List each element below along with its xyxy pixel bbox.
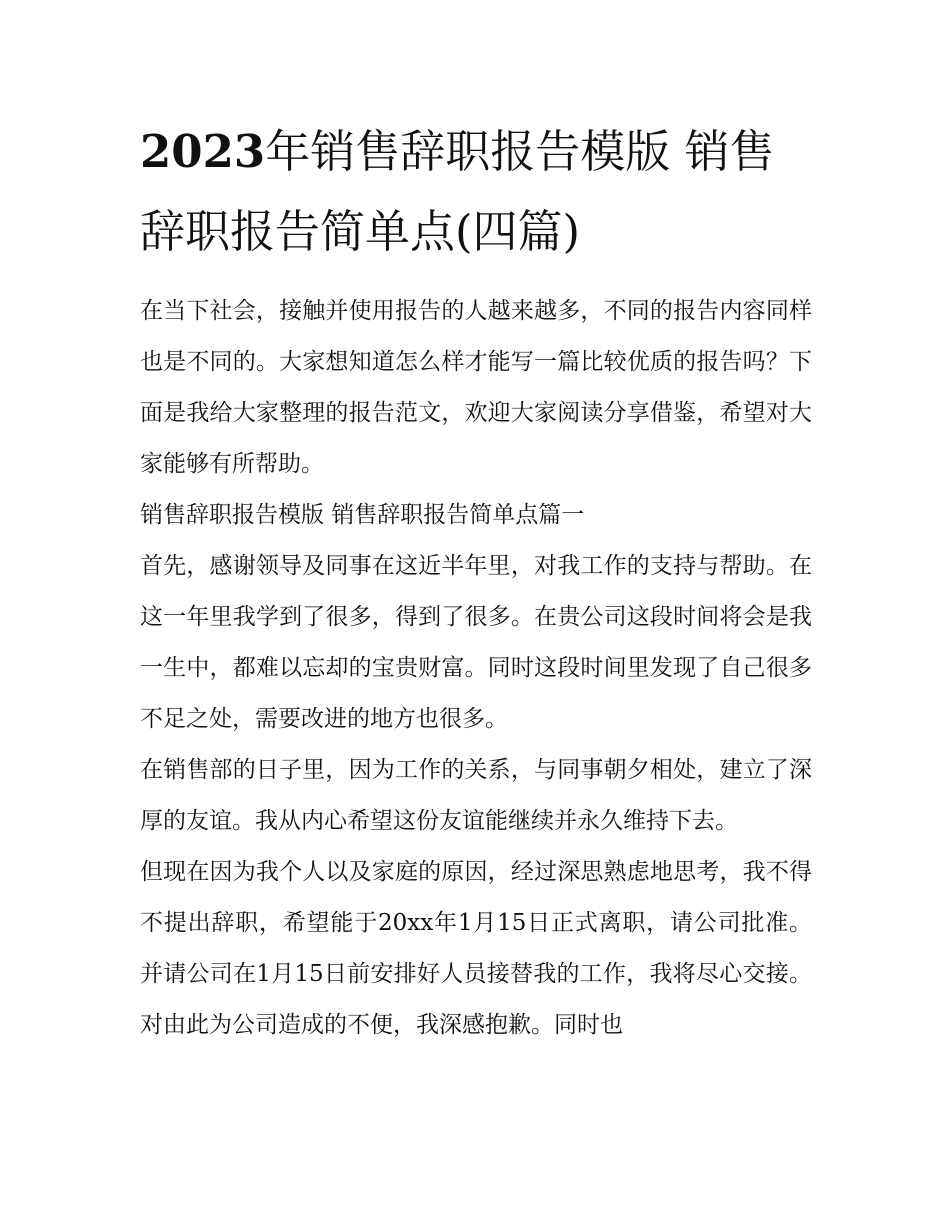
document-title [140, 112, 812, 272]
document-page [140, 112, 812, 1051]
section-heading: 销售辞职报告模版 销售辞职报告简单点篇一 [140, 502, 585, 528]
title-year: 2023 [140, 125, 266, 178]
body-paragraph-2: 在销售部的日子里，因为工作的关系，与同事朝夕相处，建立了深厚的友谊。我从内心希望这份友谊能继续并永久维持下去。 [140, 757, 812, 834]
title-text: 年销售辞职报告模版 销售辞职报告简单点(四篇) [140, 125, 775, 258]
intro-paragraph: 在当下社会，接触并使用报告的人越来越多，不同的报告内容同样也是不同的。大家想知道怎么样才能写一篇比较优质的报告吗？下面是我给大家整理的报告范文，欢迎大家阅读分享借鉴，希望对大家能够有所帮助。 [140, 298, 812, 477]
body-paragraph-3: 但现在因为我个人以及家庭的原因，经过深思熟虑地思考，我不得不提出辞职，希望能于20xx年1月15日正式离职，请公司批准。并请公司在1月15日前安排好人员接替我的工作，我将尽心交接。对由此为公司造成的不便，我深感抱歉。同时也 [140, 859, 812, 1038]
body-paragraph-1: 首先，感谢领导及同事在这近半年里，对我工作的支持与帮助。在这一年里我学到了很多，得到了很多。在贵公司这段时间将会是我一生中，都难以忘却的宝贵财富。同时这段时间里发现了自己很多不足之处，需要改进的地方也很多。 [140, 553, 812, 732]
